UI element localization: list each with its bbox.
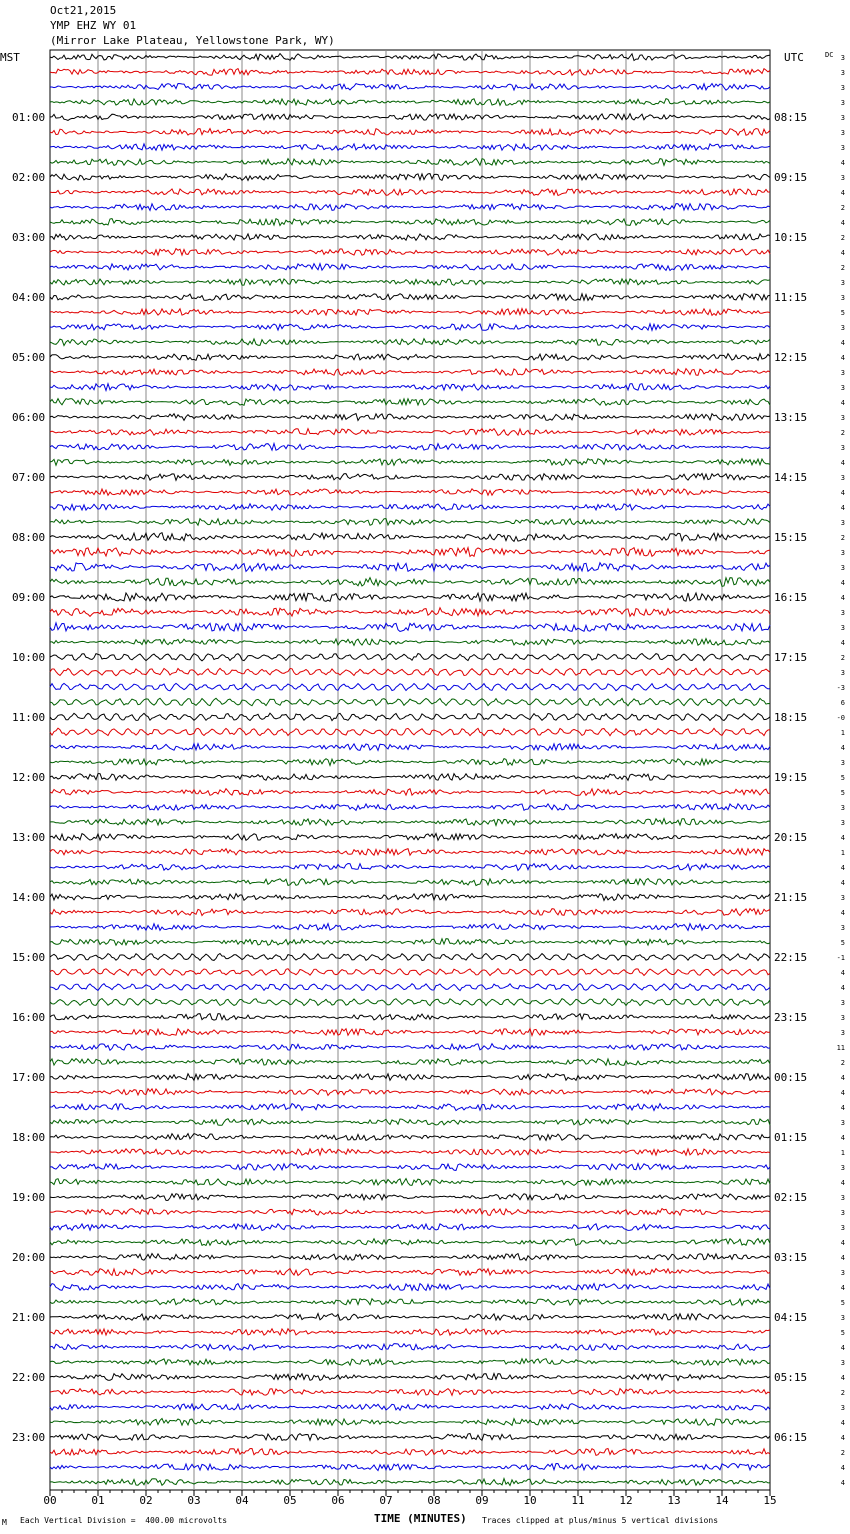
dc-value: 2 bbox=[840, 204, 845, 212]
seismic-trace bbox=[50, 548, 770, 557]
dc-value: 3 bbox=[840, 819, 845, 827]
left-hour-label: 15:00 bbox=[12, 951, 46, 964]
left-hour-label: 23:00 bbox=[12, 1431, 46, 1444]
left-hour-label: 04:00 bbox=[12, 291, 46, 304]
seismic-trace bbox=[50, 1269, 770, 1276]
seismic-trace bbox=[50, 654, 770, 661]
minute-tick-label: 03 bbox=[187, 1494, 201, 1507]
seismic-trace bbox=[50, 1104, 770, 1111]
seismic-trace bbox=[50, 54, 770, 61]
minute-tick-label: 06 bbox=[331, 1494, 345, 1507]
dc-value: 3 bbox=[840, 414, 845, 422]
minute-tick-label: 14 bbox=[715, 1494, 729, 1507]
seismic-trace bbox=[50, 249, 770, 256]
seismic-trace bbox=[50, 1359, 770, 1366]
minute-tick-label: 00 bbox=[43, 1494, 57, 1507]
seismic-trace bbox=[50, 909, 770, 916]
seismic-trace bbox=[50, 414, 770, 421]
seismic-trace bbox=[50, 84, 770, 91]
minute-tick-label: 09 bbox=[475, 1494, 489, 1507]
dc-value: 3 bbox=[840, 624, 845, 632]
seismic-trace bbox=[50, 698, 770, 706]
right-hour-label: 06:15 bbox=[774, 1431, 808, 1444]
dc-value: -3 bbox=[836, 684, 845, 692]
dc-value: 4 bbox=[840, 249, 845, 257]
left-hour-label: 17:00 bbox=[12, 1071, 46, 1084]
right-hour-label: 05:15 bbox=[774, 1371, 808, 1384]
seismic-trace bbox=[50, 984, 770, 991]
seismic-trace bbox=[50, 1044, 770, 1051]
seismic-trace bbox=[50, 1059, 770, 1066]
dc-value: 4 bbox=[840, 399, 845, 407]
dc-value: 3 bbox=[840, 999, 845, 1007]
location-label: (Mirror Lake Plateau, Yellowstone Park, WY) bbox=[50, 34, 335, 47]
dc-value: 4 bbox=[840, 1419, 845, 1427]
dc-value: 4 bbox=[840, 159, 845, 167]
seismic-trace bbox=[50, 204, 770, 211]
dc-value: 4 bbox=[840, 504, 845, 512]
seismic-trace bbox=[50, 504, 770, 511]
dc-value: 3 bbox=[840, 1269, 845, 1277]
seismic-trace bbox=[50, 309, 770, 316]
dc-value: -1 bbox=[836, 954, 845, 962]
seismic-trace bbox=[50, 789, 770, 796]
seismic-trace bbox=[50, 639, 770, 646]
dc-value: -0 bbox=[836, 714, 845, 722]
seismic-trace bbox=[50, 1209, 770, 1216]
left-hour-label: 19:00 bbox=[12, 1191, 46, 1204]
seismic-trace bbox=[50, 1119, 770, 1126]
dc-value: 11 bbox=[836, 1044, 845, 1052]
seismic-trace bbox=[50, 969, 770, 976]
dc-value: 3 bbox=[840, 114, 845, 122]
seismic-trace bbox=[50, 728, 770, 736]
left-hour-label: 12:00 bbox=[12, 771, 46, 784]
seismic-trace bbox=[50, 384, 770, 391]
dc-value: 5 bbox=[840, 939, 845, 947]
corner-mark: M bbox=[2, 1518, 7, 1527]
left-hour-label: 01:00 bbox=[12, 111, 46, 124]
dc-value: 5 bbox=[840, 1299, 845, 1307]
dc-value: 4 bbox=[840, 189, 845, 197]
right-hour-label: 16:15 bbox=[774, 591, 808, 604]
seismic-trace bbox=[50, 759, 770, 766]
station-label: YMP EHZ WY 01 bbox=[50, 19, 137, 32]
minute-tick-label: 01 bbox=[91, 1494, 105, 1507]
left-hour-label: 05:00 bbox=[12, 351, 46, 364]
right-hour-label: 22:15 bbox=[774, 951, 808, 964]
dc-value: 1 bbox=[840, 849, 845, 857]
right-hour-label: 02:15 bbox=[774, 1191, 808, 1204]
seismic-trace bbox=[50, 1089, 770, 1096]
right-hour-label: 15:15 bbox=[774, 531, 808, 544]
dc-value: 3 bbox=[840, 564, 845, 572]
dc-value: 5 bbox=[840, 1329, 845, 1337]
dc-value: 6 bbox=[840, 699, 845, 707]
minute-tick-label: 13 bbox=[667, 1494, 681, 1507]
dc-value: 3 bbox=[840, 54, 845, 62]
seismic-trace bbox=[50, 1449, 770, 1456]
dc-value: 3 bbox=[840, 519, 845, 527]
seismic-trace bbox=[50, 1419, 770, 1426]
dc-value: 2 bbox=[840, 429, 845, 437]
right-hour-label: 17:15 bbox=[774, 651, 808, 664]
dc-value: 3 bbox=[840, 609, 845, 617]
minute-tick-label: 07 bbox=[379, 1494, 393, 1507]
minute-tick-label: 08 bbox=[427, 1494, 441, 1507]
dc-value: 4 bbox=[840, 1134, 845, 1142]
minute-tick-label: 12 bbox=[619, 1494, 633, 1507]
dc-value: 3 bbox=[840, 1359, 845, 1367]
dc-value: 1 bbox=[840, 729, 845, 737]
right-hour-label: 00:15 bbox=[774, 1071, 808, 1084]
right-hour-label: 14:15 bbox=[774, 471, 808, 484]
dc-value: 4 bbox=[840, 459, 845, 467]
left-hour-label: 03:00 bbox=[12, 231, 46, 244]
seismic-trace bbox=[50, 1134, 770, 1141]
seismic-trace bbox=[50, 324, 770, 331]
seismic-trace bbox=[50, 339, 770, 346]
date-label: Oct21,2015 bbox=[50, 4, 117, 17]
seismic-trace bbox=[50, 1464, 770, 1471]
clip-note: Traces clipped at plus/minus 5 vertical divisions bbox=[482, 1516, 719, 1525]
right-hour-label: 11:15 bbox=[774, 291, 808, 304]
seismic-trace bbox=[50, 804, 770, 811]
left-hour-label: 22:00 bbox=[12, 1371, 46, 1384]
dc-value: 4 bbox=[840, 879, 845, 887]
right-hour-label: 13:15 bbox=[774, 411, 808, 424]
left-hour-label: 14:00 bbox=[12, 891, 46, 904]
seismic-trace bbox=[50, 474, 770, 481]
dc-value: 3 bbox=[840, 369, 845, 377]
seismic-trace bbox=[50, 894, 770, 901]
dc-value: 4 bbox=[840, 834, 845, 842]
seismic-trace bbox=[50, 219, 770, 226]
left-hour-label: 20:00 bbox=[12, 1251, 46, 1264]
seismic-trace bbox=[50, 939, 770, 946]
dc-value: 3 bbox=[840, 294, 845, 302]
dc-value: 2 bbox=[840, 1449, 845, 1457]
seismic-trace bbox=[50, 129, 770, 136]
dc-value: 4 bbox=[840, 969, 845, 977]
seismic-trace bbox=[50, 1014, 770, 1021]
seismic-trace bbox=[50, 774, 770, 781]
minute-tick-label: 05 bbox=[283, 1494, 297, 1507]
dc-value: 3 bbox=[840, 1314, 845, 1322]
minute-tick-label: 15 bbox=[763, 1494, 777, 1507]
left-hour-label: 02:00 bbox=[12, 171, 46, 184]
left-hour-label: 13:00 bbox=[12, 831, 46, 844]
dc-value: 2 bbox=[840, 1389, 845, 1397]
left-hour-label: 06:00 bbox=[12, 411, 46, 424]
seismic-trace bbox=[50, 369, 770, 376]
seismic-trace bbox=[50, 1179, 770, 1186]
dc-value: 3 bbox=[840, 84, 845, 92]
seismic-trace bbox=[50, 864, 770, 871]
seismic-trace bbox=[50, 879, 770, 886]
seismic-trace bbox=[50, 1029, 770, 1036]
dc-value: 4 bbox=[840, 594, 845, 602]
right-hour-label: 23:15 bbox=[774, 1011, 808, 1024]
right-hour-label: 04:15 bbox=[774, 1311, 808, 1324]
dc-value: 3 bbox=[840, 474, 845, 482]
seismic-trace bbox=[50, 1404, 770, 1411]
seismic-trace bbox=[50, 459, 770, 466]
dc-value: 2 bbox=[840, 1059, 845, 1067]
dc-value: 4 bbox=[840, 1104, 845, 1112]
dc-value: 3 bbox=[840, 1404, 845, 1412]
dc-value: 4 bbox=[840, 1464, 845, 1472]
dc-value: 3 bbox=[840, 174, 845, 182]
scale-note: Each Vertical Division = 400.00 microvolts bbox=[20, 1516, 228, 1525]
seismic-trace bbox=[50, 608, 770, 617]
seismic-trace bbox=[50, 1374, 770, 1381]
minute-tick-label: 02 bbox=[139, 1494, 153, 1507]
seismic-trace bbox=[50, 489, 770, 496]
seismic-trace bbox=[50, 264, 770, 271]
dc-value: 2 bbox=[840, 654, 845, 662]
left-hour-label: 08:00 bbox=[12, 531, 46, 544]
seismic-trace bbox=[50, 533, 770, 542]
dc-value: 4 bbox=[840, 354, 845, 362]
seismic-trace bbox=[50, 563, 770, 572]
right-hour-label: 12:15 bbox=[774, 351, 808, 364]
dc-value: 3 bbox=[840, 1194, 845, 1202]
dc-value: 5 bbox=[840, 774, 845, 782]
left-hour-label: 11:00 bbox=[12, 711, 46, 724]
dc-value: 4 bbox=[840, 864, 845, 872]
seismic-trace bbox=[50, 578, 770, 587]
left-hour-label: 10:00 bbox=[12, 651, 46, 664]
seismic-trace bbox=[50, 954, 770, 961]
seismic-trace bbox=[50, 1314, 770, 1321]
dc-value: 4 bbox=[840, 489, 845, 497]
dc-value: 3 bbox=[840, 384, 845, 392]
left-hour-label: 16:00 bbox=[12, 1011, 46, 1024]
seismic-trace bbox=[50, 819, 770, 826]
dc-value: 4 bbox=[840, 744, 845, 752]
dc-value: 4 bbox=[840, 1479, 845, 1487]
dc-value: 3 bbox=[840, 894, 845, 902]
seismic-trace bbox=[50, 1239, 770, 1246]
seismic-trace bbox=[50, 1164, 770, 1171]
right-hour-label: 08:15 bbox=[774, 111, 808, 124]
seismic-trace bbox=[50, 279, 770, 286]
seismic-trace bbox=[50, 1434, 770, 1441]
dc-value: 3 bbox=[840, 69, 845, 77]
seismic-trace bbox=[50, 713, 770, 720]
seismic-trace bbox=[50, 1344, 770, 1351]
seismic-trace bbox=[50, 114, 770, 121]
dc-value: 3 bbox=[840, 669, 845, 677]
right-hour-label: 19:15 bbox=[774, 771, 808, 784]
seismic-trace bbox=[50, 144, 770, 151]
left-hour-label: 09:00 bbox=[12, 591, 46, 604]
seismic-trace bbox=[50, 1224, 770, 1231]
dc-value: 4 bbox=[840, 1374, 845, 1382]
seismic-trace bbox=[50, 668, 770, 675]
seismic-trace bbox=[50, 1479, 770, 1486]
dc-value: 3 bbox=[840, 444, 845, 452]
dc-value: 1 bbox=[840, 1149, 845, 1157]
seismic-trace bbox=[50, 1194, 770, 1201]
seismic-trace bbox=[50, 519, 770, 526]
dc-value: 2 bbox=[840, 234, 845, 242]
dc-value: 4 bbox=[840, 1434, 845, 1442]
dc-value: 3 bbox=[840, 804, 845, 812]
seismic-trace bbox=[50, 1149, 770, 1156]
seismic-trace bbox=[50, 174, 770, 181]
seismic-trace bbox=[50, 189, 770, 196]
seismic-trace bbox=[50, 834, 770, 841]
seismic-trace bbox=[50, 399, 770, 406]
seismic-trace bbox=[50, 429, 770, 436]
seismic-trace bbox=[50, 1284, 770, 1291]
dc-value: 3 bbox=[840, 549, 845, 557]
seismic-trace bbox=[50, 444, 770, 451]
seismic-trace bbox=[50, 744, 770, 751]
right-hour-label: 10:15 bbox=[774, 231, 808, 244]
seismic-trace bbox=[50, 159, 770, 166]
minute-tick-label: 10 bbox=[523, 1494, 537, 1507]
dc-value: 3 bbox=[840, 1119, 845, 1127]
dc-value: 3 bbox=[840, 144, 845, 152]
left-hour-label: 18:00 bbox=[12, 1131, 46, 1144]
dc-value: 3 bbox=[840, 1029, 845, 1037]
right-hour-label: 18:15 bbox=[774, 711, 808, 724]
seismic-trace bbox=[50, 924, 770, 931]
dc-value: 4 bbox=[840, 579, 845, 587]
seismic-trace bbox=[50, 849, 770, 856]
time-axis-label: TIME (MINUTES) bbox=[374, 1512, 467, 1525]
dc-value: 2 bbox=[840, 534, 845, 542]
dc-value: 3 bbox=[840, 129, 845, 137]
seismic-trace bbox=[50, 593, 770, 601]
dc-value: 3 bbox=[840, 1224, 845, 1232]
dc-value: 4 bbox=[840, 1254, 845, 1262]
dc-value: 3 bbox=[840, 99, 845, 107]
dc-value: 4 bbox=[840, 639, 845, 647]
left-hour-label: 07:00 bbox=[12, 471, 46, 484]
seismic-trace bbox=[50, 234, 770, 240]
dc-value: 4 bbox=[840, 1344, 845, 1352]
seismic-trace bbox=[50, 623, 770, 632]
seismic-trace bbox=[50, 69, 770, 76]
dc-value: 5 bbox=[840, 309, 845, 317]
dc-value: 5 bbox=[840, 789, 845, 797]
seismic-trace bbox=[50, 999, 770, 1006]
dc-value: 3 bbox=[840, 759, 845, 767]
seismic-trace bbox=[50, 294, 770, 301]
dc-value: 2 bbox=[840, 264, 845, 272]
dc-value: 4 bbox=[840, 1179, 845, 1187]
right-timezone-label: UTC bbox=[784, 51, 804, 64]
dc-value: 4 bbox=[840, 1239, 845, 1247]
dc-value: 4 bbox=[840, 1089, 845, 1097]
dc-value: 4 bbox=[840, 219, 845, 227]
dc-value: 3 bbox=[840, 1164, 845, 1172]
seismic-trace bbox=[50, 1074, 770, 1081]
dc-value: 4 bbox=[840, 339, 845, 347]
seismic-trace bbox=[50, 1389, 770, 1396]
seismic-trace bbox=[50, 1329, 770, 1336]
right-hour-label: 20:15 bbox=[774, 831, 808, 844]
dc-value: 3 bbox=[840, 924, 845, 932]
seismic-trace bbox=[50, 99, 770, 106]
dc-value: 4 bbox=[840, 1284, 845, 1292]
dc-value: 3 bbox=[840, 1014, 845, 1022]
seismic-trace bbox=[50, 354, 770, 361]
dc-value: 3 bbox=[840, 324, 845, 332]
right-hour-label: 01:15 bbox=[774, 1131, 808, 1144]
dc-label: DC bbox=[825, 51, 834, 59]
dc-value: 4 bbox=[840, 1074, 845, 1082]
minute-tick-label: 11 bbox=[571, 1494, 585, 1507]
right-hour-label: 21:15 bbox=[774, 891, 808, 904]
dc-value: 3 bbox=[840, 1209, 845, 1217]
minute-tick-label: 04 bbox=[235, 1494, 249, 1507]
dc-value: 3 bbox=[840, 279, 845, 287]
dc-value: 4 bbox=[840, 984, 845, 992]
right-hour-label: 09:15 bbox=[774, 171, 808, 184]
left-hour-label: 21:00 bbox=[12, 1311, 46, 1324]
left-timezone-label: MST bbox=[0, 51, 20, 64]
seismic-trace bbox=[50, 1299, 770, 1306]
seismic-trace bbox=[50, 1254, 770, 1261]
dc-value: 4 bbox=[840, 909, 845, 917]
right-hour-label: 03:15 bbox=[774, 1251, 808, 1264]
seismic-trace bbox=[50, 683, 770, 691]
